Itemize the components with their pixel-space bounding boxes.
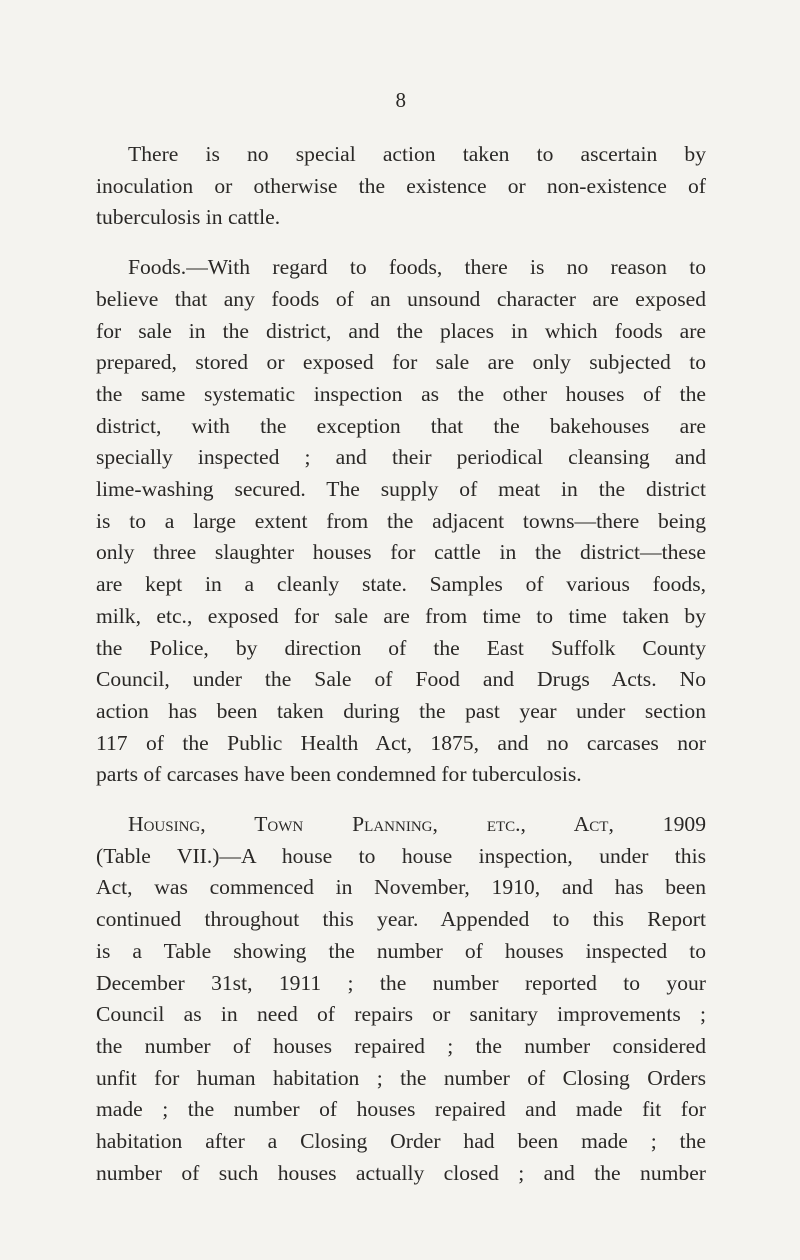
text-line: December 31st, 1911 ; the number reported to your: [96, 970, 706, 995]
page-number: 8: [395, 88, 407, 112]
paragraph-foods: [96, 252, 706, 791]
text-line: unfit for human habitation ; the number of Closing Orders: [96, 1065, 706, 1090]
text-line: There is no special action taken to ascertain by: [128, 142, 706, 166]
text-line: are kept in a cleanly state. Samples of various foods,: [96, 572, 706, 597]
text-line: for sale in the district, and the places in which foods are: [96, 318, 706, 343]
text-line: Council, under the Sale of Food and Drugs Acts. No: [96, 667, 706, 692]
text-line: district, with the exception that the bakehouses are: [96, 413, 706, 438]
text-line: continued throughout this year. Appended to this Report: [96, 907, 706, 932]
text-line: tuberculosis in cattle.: [96, 205, 281, 230]
text-line: is a Table showing the number of houses inspected to: [96, 938, 706, 963]
text-line: specially inspected ; and their periodical cleansing and: [96, 445, 706, 470]
text-line: is to a large extent from the adjacent towns—there being: [96, 508, 706, 533]
text-line: only three slaughter houses for cattle in the district—these: [96, 540, 706, 565]
paragraph-housing: [96, 809, 706, 1189]
text-line: number of such houses actually closed ; and the number: [96, 1160, 706, 1185]
text-line: milk, etc., exposed for sale are from time to time taken by: [96, 603, 706, 628]
text-line: believe that any foods of an unsound character are exposed: [96, 286, 706, 311]
text-line: Housing, Town Planning, etc., Act, 1909: [128, 812, 706, 837]
text-line: lime-washing secured. The supply of meat in the district: [96, 477, 706, 502]
text-line: prepared, stored or exposed for sale are only subjected to: [96, 350, 706, 375]
text-line: inoculation or otherwise the existence or non-existence of: [96, 173, 706, 198]
text-line: the same systematic inspection as the other houses of the: [96, 381, 706, 406]
document-page: [96, 88, 706, 1190]
text-line: Council as in need of repairs or sanitary improvements ;: [96, 1002, 706, 1027]
text-line: action has been taken during the past year under section: [96, 698, 706, 723]
text-line: made ; the number of houses repaired and made fit for: [96, 1097, 706, 1122]
text-line: Foods.—With regard to foods, there is no reason to: [128, 255, 706, 280]
text-line: the number of houses repaired ; the number considered: [96, 1033, 706, 1058]
paragraph-tuberculosis-cattle: [96, 139, 706, 234]
text-line: the Police, by direction of the East Suffolk County: [96, 635, 706, 660]
text-line: (Table VII.)—A house to house inspection, under this: [96, 843, 706, 868]
text-line: parts of carcases have been condemned for tuberculosis.: [96, 762, 582, 787]
text-line: Act, was commenced in November, 1910, and has been: [96, 875, 706, 900]
text-line: 117 of the Public Health Act, 1875, and no carcases nor: [96, 730, 706, 755]
text-line: habitation after a Closing Order had been made ; the: [96, 1129, 706, 1154]
